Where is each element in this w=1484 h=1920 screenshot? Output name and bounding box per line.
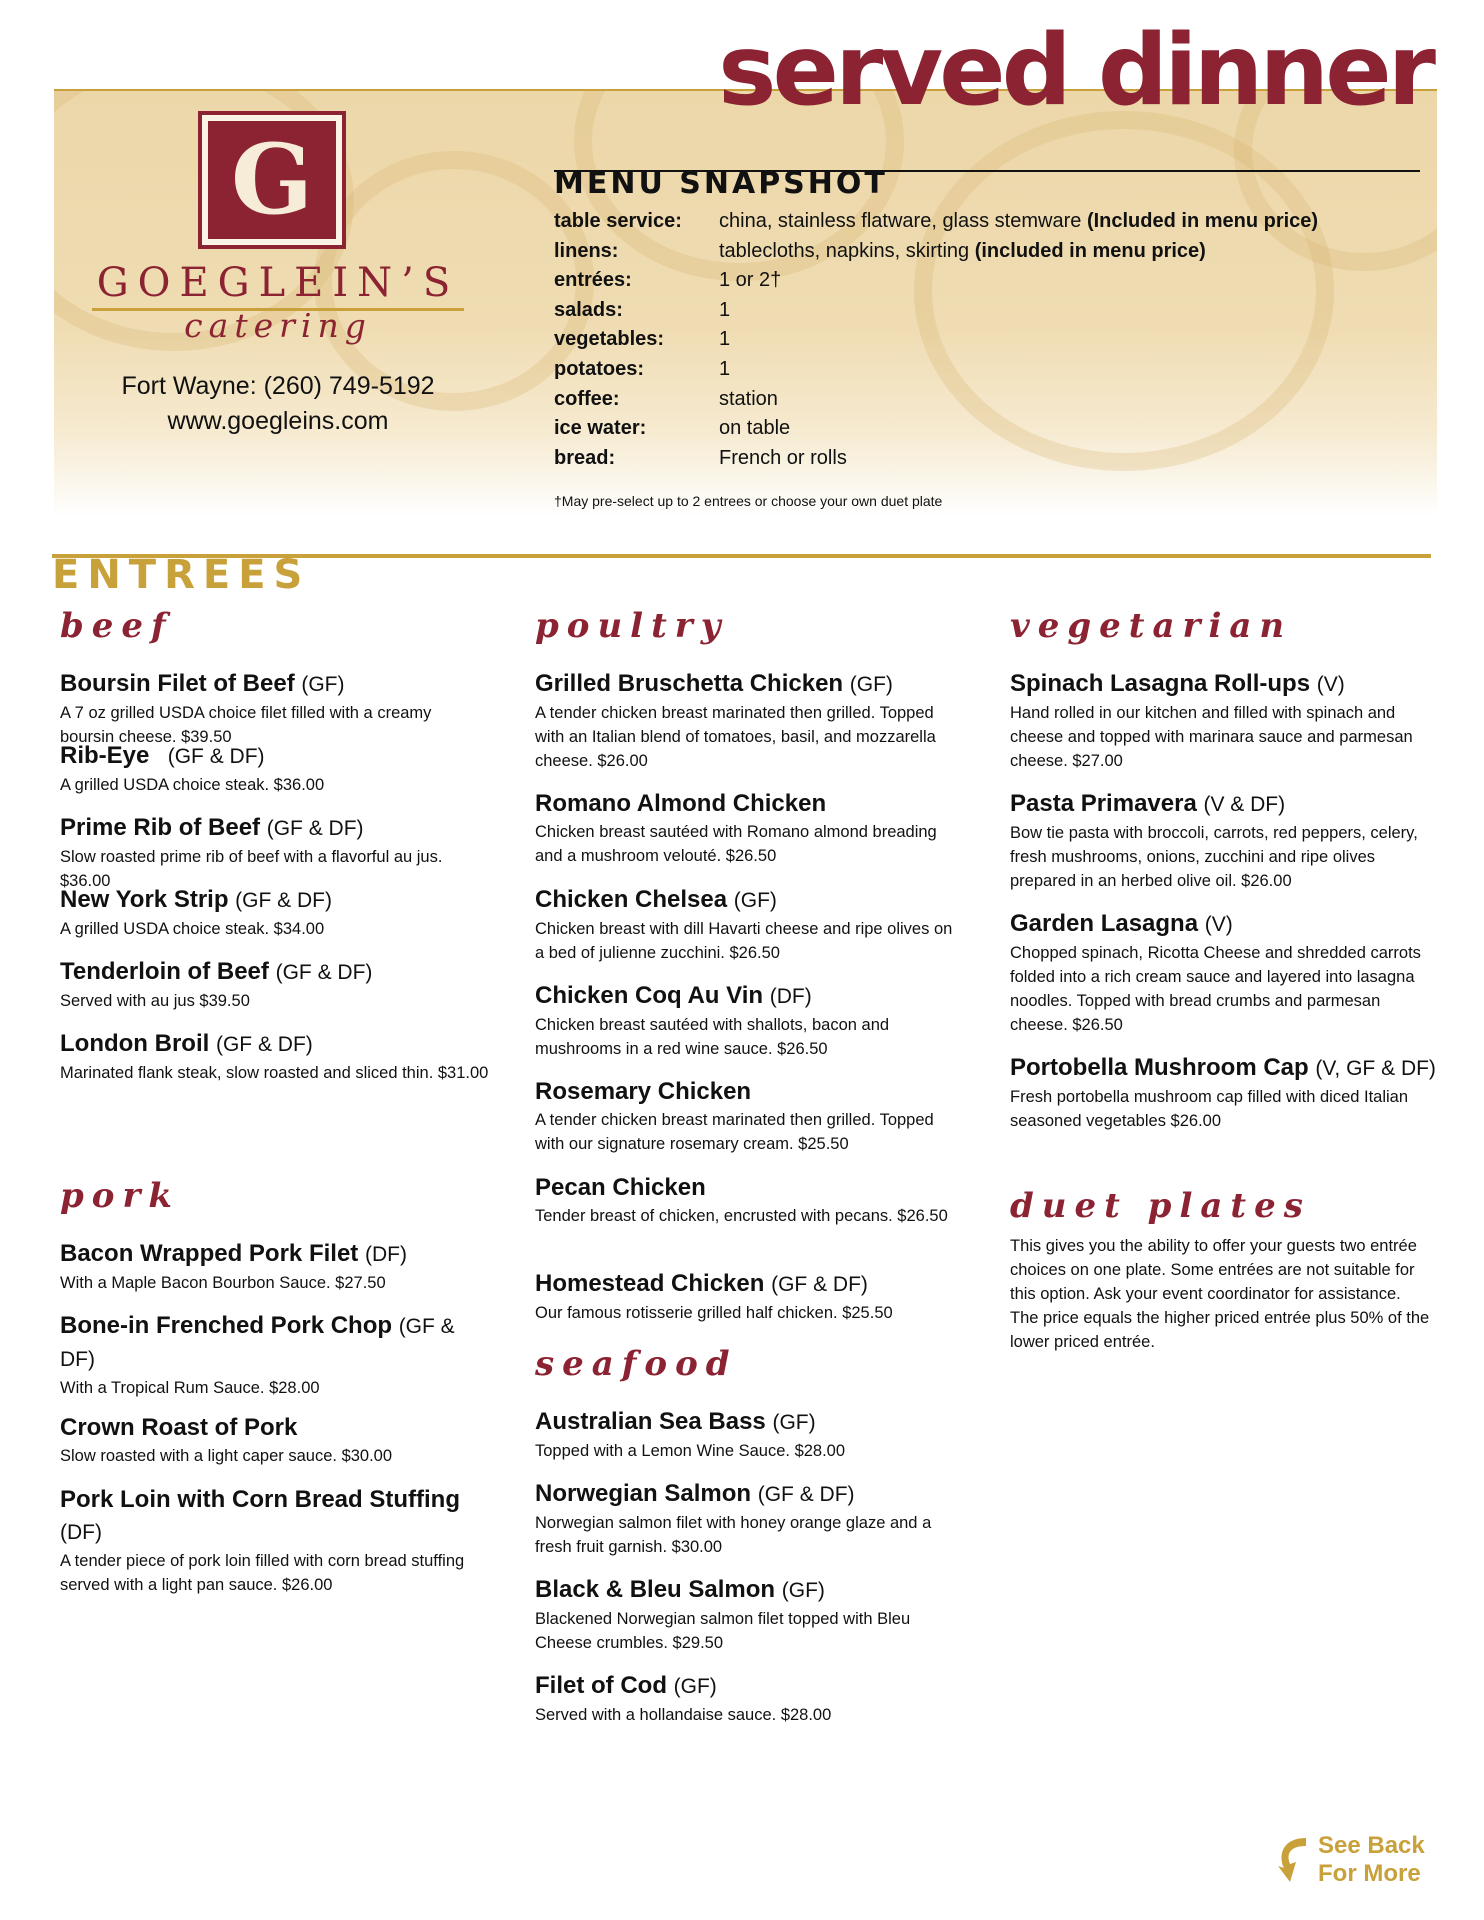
menu-item-header — [60, 1412, 490, 1444]
menu-item — [535, 1670, 965, 1727]
menu-item-name: Rib-Eye — [60, 742, 150, 769]
menu-item-header — [1010, 668, 1440, 701]
menu-item-name: Pasta Primavera — [1010, 790, 1197, 817]
brand-subtitle: catering — [184, 306, 372, 345]
snapshot-value-text: French or rolls — [719, 446, 847, 469]
menu-item-tags: (GF & DF) — [235, 889, 332, 912]
menu-item-tags: (GF & DF) — [275, 961, 373, 984]
snapshot-value-text: china, stainless flatware, glass stemware — [719, 210, 1082, 232]
curved-arrow-icon — [1272, 1832, 1312, 1888]
menu-item-header — [60, 884, 490, 917]
category-beef: beef — [60, 606, 174, 646]
menu-item-header — [535, 1574, 965, 1607]
menu-item-description: Slow roasted with a light caper sauce. $30.00 — [60, 1447, 393, 1465]
menu-item-description: Our famous rotisserie grilled half chicken. $25.50 — [535, 1304, 893, 1322]
menu-item-tags: (GF) — [733, 889, 777, 912]
snapshot-value — [719, 447, 847, 469]
menu-item-header — [535, 788, 965, 820]
snapshot-footnote: †May pre-select up to 2 entrees or choose your own duet plate — [554, 493, 943, 509]
menu-item-name: Spinach Lasagna Roll-ups — [1010, 670, 1311, 697]
menu-item-name: Australian Sea Bass — [535, 1408, 766, 1435]
snapshot-value-text: 1 — [719, 328, 731, 351]
menu-item — [1010, 908, 1440, 1037]
menu-item-description: Chopped spinach, Ricotta Cheese and shredded carrots folded into a rich cream sauce and layered into lasagna noodles. Topped with bread crumbs and parmesan cheese. $26.50 — [1010, 944, 1421, 1034]
menu-item-header — [535, 980, 965, 1013]
menu-item-header — [535, 1172, 965, 1204]
menu-item-name: Garden Lasagna — [1010, 910, 1199, 937]
menu-item — [60, 1310, 490, 1400]
menu-item-tags: (GF & DF) — [215, 1033, 313, 1056]
menu-item-name: Romano Almond Chicken — [535, 790, 827, 817]
category-seafood: seafood — [535, 1344, 738, 1384]
menu-item-name: Black & Bleu Salmon — [535, 1576, 776, 1603]
menu-item-header — [1010, 908, 1440, 941]
menu-item-name: Grilled Bruschetta Chicken — [535, 670, 844, 697]
menu-item-tags: (GF) — [772, 1411, 816, 1434]
menu-item — [535, 884, 965, 965]
menu-item-tags: (V & DF) — [1203, 793, 1286, 816]
menu-item-description: Topped with a Lemon Wine Sauce. $28.00 — [535, 1442, 846, 1460]
snapshot-value — [719, 210, 1318, 232]
menu-item-description: Served with au jus $39.50 — [60, 992, 250, 1010]
menu-item — [60, 668, 490, 749]
see-back-line2: For More — [1318, 1860, 1421, 1887]
entrees-heading: ENTREES — [52, 552, 311, 598]
menu-item-description: Blackened Norwegian salmon filet topped with Bleu Cheese crumbles. $29.50 — [535, 1610, 911, 1652]
snapshot-label: salads: — [554, 298, 623, 321]
menu-item-description: Chicken breast with dill Havarti cheese and ripe olives on a bed of julienne zucchini. $26.50 — [535, 920, 953, 962]
category-vegetarian: vegetarian — [1010, 606, 1293, 646]
menu-item-description: Fresh portobella mushroom cap filled with diced Italian seasoned vegetables $26.00 — [1010, 1088, 1409, 1130]
menu-item-header — [60, 1028, 490, 1061]
menu-item-description: Chicken breast sautéed with Romano almond breading and a mushroom velouté. $26.50 — [535, 823, 937, 865]
menu-item-header — [535, 1478, 965, 1511]
menu-item-name: Chicken Coq Au Vin — [535, 982, 764, 1009]
menu-item-tags: (GF) — [301, 673, 345, 696]
menu-item-description: A tender chicken breast marinated then grilled. Topped with an Italian blend of tomatoes, basil, and mozzarella cheese. $26.00 — [535, 704, 936, 770]
category-duet-plates: duet plates — [1010, 1186, 1311, 1226]
menu-item — [60, 1028, 490, 1085]
menu-item-header — [1010, 1052, 1440, 1085]
menu-item — [535, 1406, 965, 1463]
menu-item-name: Chicken Chelsea — [535, 886, 728, 913]
snapshot-title: MENU SNAPSHOT — [554, 166, 888, 201]
menu-item-name: New York Strip — [60, 886, 229, 913]
menu-item-description: A tender piece of pork loin filled with corn bread stuffing served with a light pan sauce. $26.00 — [60, 1552, 465, 1594]
logo — [198, 111, 346, 249]
menu-item-tags: (GF) — [849, 673, 893, 696]
menu-item-header — [60, 668, 490, 701]
menu-item-description: Bow tie pasta with broccoli, carrots, red peppers, celery, fresh mushrooms, onions, zucchini and ripe olives prepared in an herbed olive oil. $26.00 — [1010, 824, 1418, 890]
menu-item — [535, 1574, 965, 1655]
menu-item-description: Hand rolled in our kitchen and filled with spinach and cheese and topped with marinara sauce and parmesan cheese. $27.00 — [1010, 704, 1413, 770]
menu-item-header — [535, 1268, 965, 1301]
menu-item-header — [60, 1310, 490, 1376]
menu-item — [535, 1172, 965, 1228]
menu-item-name: Pork Loin with Corn Bread Stuffing — [60, 1486, 460, 1513]
menu-item-header — [60, 812, 490, 845]
snapshot-value — [719, 388, 778, 410]
menu-item-name: Bone-in Frenched Pork Chop — [60, 1312, 393, 1339]
menu-item — [60, 1484, 490, 1597]
menu-item — [60, 956, 490, 1013]
menu-item-name: London Broil — [60, 1030, 210, 1057]
snapshot-value — [719, 417, 790, 439]
menu-item-name: Tenderloin of Beef — [60, 958, 269, 985]
snapshot-value-text: on table — [719, 417, 791, 440]
snapshot-value-note: (Included in menu price) — [1086, 210, 1319, 232]
snapshot-value-text: 1 — [719, 358, 731, 380]
page-title: served dinner — [718, 14, 1432, 128]
menu-item-name: Pecan Chicken — [535, 1174, 706, 1201]
menu-item — [60, 812, 490, 893]
menu-item-tags: (V) — [1204, 913, 1233, 936]
see-back-line1: See Back — [1318, 1832, 1425, 1859]
menu-item-description: A grilled USDA choice steak. $36.00 — [60, 776, 325, 794]
menu-item — [535, 980, 965, 1061]
menu-item-header — [535, 1406, 965, 1439]
snapshot-label: linens: — [554, 239, 619, 262]
menu-item-header — [60, 956, 490, 989]
brand-name: GOEGLEIN’S — [92, 260, 464, 311]
menu-item-tags: (GF) — [673, 1675, 717, 1698]
menu-item-description: Served with a hollandaise sauce. $28.00 — [535, 1706, 832, 1724]
menu-item — [535, 1076, 965, 1156]
snapshot-label: table service: — [554, 210, 682, 232]
menu-item — [535, 788, 965, 868]
menu-item-description: Slow roasted prime rib of beef with a flavorful au jus. $36.00 — [60, 848, 443, 890]
menu-item-tags: (DF) — [769, 985, 812, 1008]
menu-item — [535, 1478, 965, 1559]
snapshot-label: ice water: — [554, 417, 647, 440]
menu-item-header — [535, 1670, 965, 1703]
menu-item-description: Norwegian salmon filet with honey orange glaze and a fresh fruit garnish. $30.00 — [535, 1514, 932, 1556]
duet-plates-description: This gives you the ability to offer your guests two entrée choices on one plate. Some entrées are not suitable for this option. Ask your event coordinator for assistance. The price equals the higher priced entrée plus 50% of the lower priced entrée. — [1010, 1237, 1430, 1351]
snapshot-value — [719, 240, 1206, 262]
menu-item-description: Marinated flank steak, slow roasted and sliced thin. $31.00 — [60, 1064, 489, 1082]
snapshot-value — [719, 358, 730, 380]
snapshot-value-note: (included in menu price) — [974, 239, 1206, 262]
menu-item-description: A tender chicken breast marinated then grilled. Topped with our signature rosemary cream. $25.50 — [535, 1111, 934, 1153]
snapshot-value-text: 1 or 2† — [719, 269, 782, 292]
menu-item-header — [535, 1076, 965, 1108]
snapshot-value — [719, 328, 730, 350]
menu-item-description: With a Tropical Rum Sauce. $28.00 — [60, 1379, 320, 1397]
snapshot-label: coffee: — [554, 387, 620, 410]
menu-item-description: Chicken breast sautéed with shallots, bacon and mushrooms in a red wine sauce. $26.50 — [535, 1016, 890, 1058]
category-pork: pork — [60, 1176, 180, 1216]
menu-item-header — [535, 884, 965, 917]
menu-item — [1010, 668, 1440, 773]
menu-item-name: Portobella Mushroom Cap — [1010, 1054, 1309, 1081]
menu-item-tags: (V, GF & DF) — [1315, 1057, 1436, 1080]
logo-letter: G — [231, 123, 313, 236]
menu-item-tags: (GF) — [781, 1579, 825, 1602]
menu-item-description: A 7 oz grilled USDA choice filet filled with a creamy boursin cheese. $39.50 — [60, 704, 432, 746]
snapshot-value-text: 1 — [719, 298, 731, 321]
menu-item-name: Prime Rib of Beef — [60, 814, 261, 841]
see-back-note — [1272, 1832, 1442, 1892]
menu-item-name: Crown Roast of Pork — [60, 1414, 298, 1441]
menu-item-tags: (GF & DF) — [757, 1483, 855, 1506]
menu-item-header — [535, 668, 965, 701]
menu-item — [60, 740, 490, 797]
website-link[interactable]: www.goegleins.com — [167, 407, 389, 435]
menu-item-tags: (GF & DF) — [156, 745, 265, 768]
menu-item-header — [60, 1484, 490, 1549]
menu-item-name: Rosemary Chicken — [535, 1078, 752, 1105]
snapshot-label: potatoes: — [554, 358, 644, 380]
menu-item-tags: (DF) — [364, 1243, 407, 1266]
menu-item — [1010, 788, 1440, 893]
menu-item — [60, 1238, 490, 1295]
snapshot-value — [719, 269, 781, 291]
menu-item-tags: (DF) — [60, 1521, 102, 1544]
menu-item-header — [60, 1238, 490, 1271]
menu-item-tags: (GF & DF) — [60, 1315, 461, 1371]
menu-item-name: Boursin Filet of Beef — [60, 670, 295, 697]
menu-item — [535, 668, 965, 773]
menu-item-name: Filet of Cod — [535, 1672, 667, 1699]
snapshot-value — [719, 299, 730, 321]
snapshot-value-text: tablecloths, napkins, skirting — [719, 239, 970, 262]
menu-item — [1010, 1052, 1440, 1133]
menu-item-header — [60, 740, 490, 773]
snapshot-label: entrées: — [554, 269, 632, 292]
menu-item-name: Bacon Wrapped Pork Filet — [60, 1240, 359, 1267]
menu-item-tags: (GF & DF) — [771, 1273, 868, 1296]
menu-item-header — [1010, 788, 1440, 821]
category-poultry: poultry — [535, 606, 729, 646]
menu-item-description: A grilled USDA choice steak. $34.00 — [60, 920, 325, 938]
menu-item — [535, 1268, 965, 1325]
menu-item-name: Homestead Chicken — [535, 1270, 765, 1297]
menu-item — [60, 884, 490, 941]
menu-item-name: Norwegian Salmon — [535, 1480, 752, 1507]
menu-item — [60, 1412, 490, 1468]
menu-item-description: Tender breast of chicken, encrusted with pecans. $26.50 — [535, 1207, 948, 1225]
snapshot-label: bread: — [554, 446, 616, 469]
phone-number: Fort Wayne: (260) 749-5192 — [121, 372, 435, 400]
menu-item-description: With a Maple Bacon Bourbon Sauce. $27.50 — [60, 1274, 386, 1292]
snapshot-value-text: station — [719, 387, 778, 410]
menu-item-tags: (V) — [1316, 673, 1345, 696]
snapshot-label: vegetables: — [554, 328, 665, 351]
menu-item-tags: (GF & DF) — [266, 817, 364, 840]
